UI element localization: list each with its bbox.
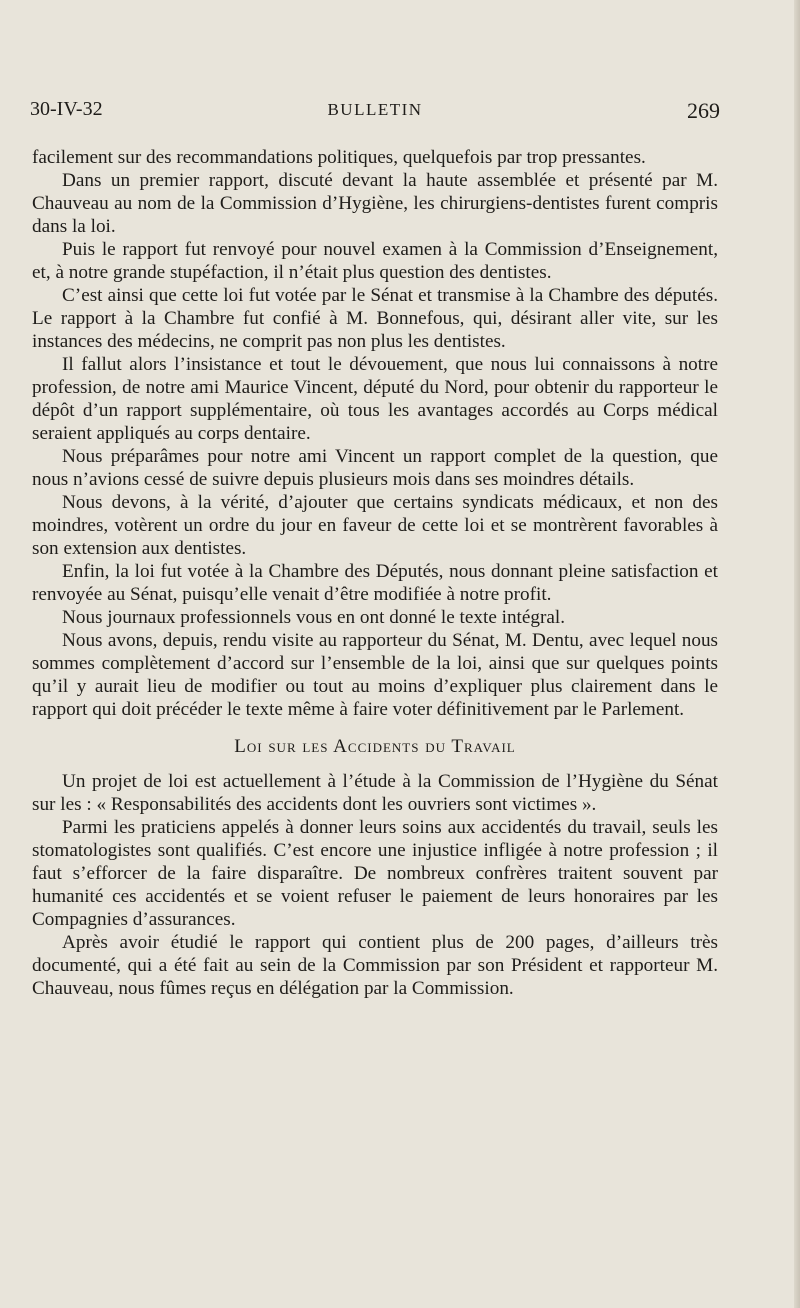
page-edge (794, 0, 800, 1308)
paragraph: Parmi les praticiens appelés à donner leurs soins aux accidentés du travail, seuls les stomatologistes sont qualifiés. C’est encore une injustice infligée à notre profession ; il faut s’efforcer de la faire disparaître. De nombreux confrères traitent souvent par humanité ces accidentés et se voient refuser le paiement de leurs honoraires par les Compagnies d’assurances. (32, 817, 718, 930)
paragraph: C’est ainsi que cette loi fut votée par le Sénat et transmise à la Chambre des députés. Le rapport à la Chambre fut confié à M. Bonnefous, qui, désirant aller vite, sur les instances des médecins, ne comprit pas non plus les dentistes. (32, 285, 718, 352)
paragraph: Enfin, la loi fut votée à la Chambre des Députés, nous donnant pleine satisfaction et renvoyée au Sénat, puisqu’elle venait d’être modifiée à notre profit. (32, 561, 718, 605)
paragraph: Nous devons, à la vérité, d’ajouter que certains syndicats médicaux, et non des moindres, votèrent un ordre du jour en faveur de cette loi et se montrèrent favorables à son extension aux dentistes. (32, 492, 718, 559)
paragraph: facilement sur des recommandations politiques, quelquefois par trop pressantes. (32, 147, 646, 168)
paragraph: Après avoir étudié le rapport qui contient plus de 200 pages, d’ailleurs très documenté, qui a été fait au sein de la Commission par son Président et rapporteur M. Chauveau, nous fûmes reçus en délégation par la Commission. (32, 932, 718, 999)
paragraph: Nous journaux professionnels vous en ont donné le texte intégral. (62, 607, 566, 628)
paragraph: Il fallut alors l’insistance et tout le dévouement, que nous lui connaissons à notre profession, de notre ami Maurice Vincent, député du Nord, pour obtenir du rapporteur le dépôt d’un rapport supplémentaire, où tous les avantages accordés au Corps médical seraient appliqués au corps dentaire. (32, 354, 718, 444)
paragraph: Puis le rapport fut renvoyé pour nouvel examen à la Commission d’Enseignement, et, à notre grande stupéfaction, il n’était plus question des dentistes. (32, 239, 718, 283)
body-text (32, 146, 718, 1000)
page-number: 269 (687, 98, 720, 123)
paragraph: Dans un premier rapport, discuté devant la haute assemblée et présenté par M. Chauveau au nom de la Commission d’Hygiène, les chirurgiens-dentistes furent compris dans la loi. (32, 170, 718, 237)
running-header (30, 98, 720, 126)
header-title: BULLETIN (327, 100, 423, 119)
paragraph: Nous avons, depuis, rendu visite au rapporteur du Sénat, M. Dentu, avec lequel nous sommes complètement d’accord sur l’ensemble de la loi, ainsi que sur quelques points qu’il y aurait lieu de modifier ou tout au moins d’expliquer plus clairement dans le rapport qui doit précéder le texte même à faire voter définitivement par le Parlement. (32, 630, 718, 720)
section-title: Loi sur les Accidents du Travail (234, 736, 516, 757)
header-date: 30-IV-32 (30, 98, 103, 120)
paragraph: Nous préparâmes pour notre ami Vincent un rapport complet de la question, que nous n’avions cessé de suivre depuis plusieurs mois dans ses moindres détails. (32, 446, 718, 490)
paragraph: Un projet de loi est actuellement à l’étude à la Commission de l’Hygiène du Sénat sur les : « Responsabilités des accidents dont les ouvriers sont victimes ». (32, 771, 718, 815)
